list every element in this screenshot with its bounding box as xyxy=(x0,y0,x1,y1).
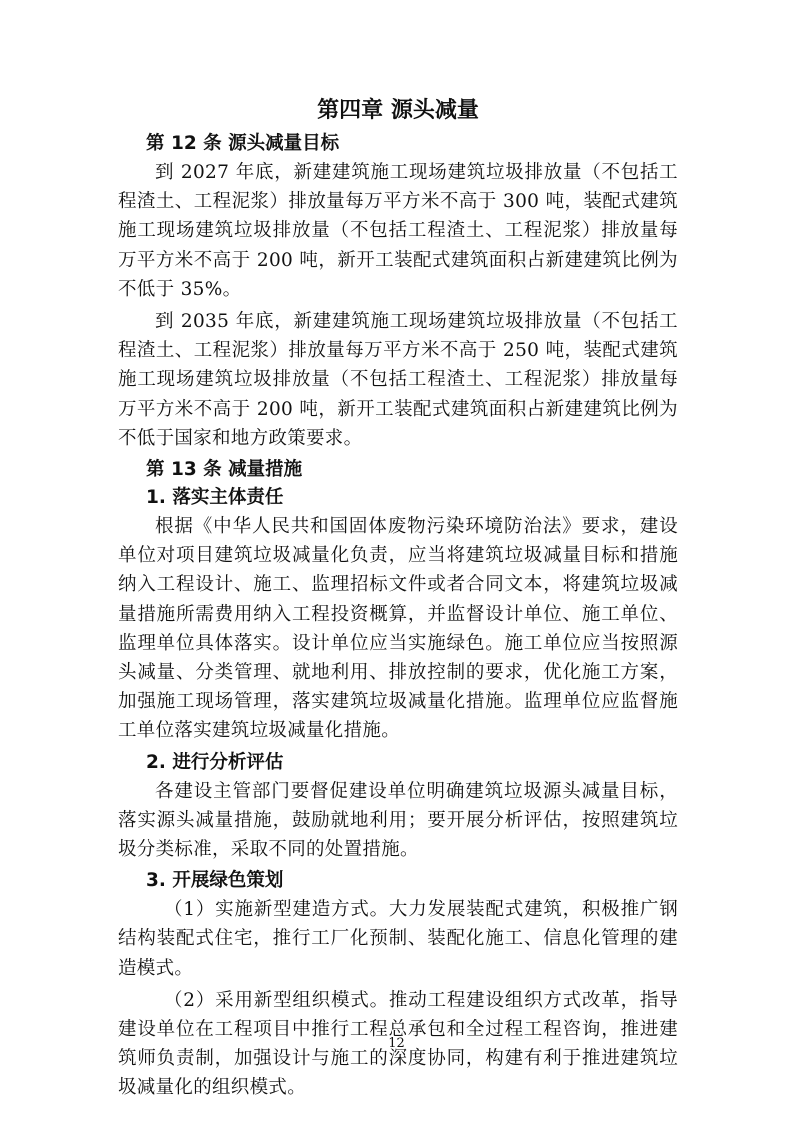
subsection-3-item-2: （2）采用新型组织模式。推动工程建设组织方式改革，指导建设单位在工程项目中推行工程总承包和全过程工程咨询，推进建筑师负责制，加强设计与施工的深度协同，构建有利于推进建筑垃圾减量化的组织模式。 xyxy=(118,989,678,1099)
subsection-1-heading: 1. 落实主体责任 xyxy=(146,487,284,509)
article-13-heading: 第 13 条 减量措施 xyxy=(146,459,303,481)
subsection-3-item-1: （1）实施新型建造方式。大力发展装配式建筑，积极推广钢结构装配式住宅，推行工厂化预制、装配化施工、信息化管理的建造模式。 xyxy=(118,899,678,979)
article-12-paragraph-2027: 到 2027 年底，新建建筑施工现场建筑垃圾排放量（不包括工程渣土、工程泥浆）排放量每万平方米不高于 300 吨，装配式建筑施工现场建筑垃圾排放量（不包括工程渣土、工程泥浆）排放量每万平方米不高于 200 吨，新开工装配式建筑面积占新建建筑比例为不低于 35%。 xyxy=(118,162,678,300)
subsection-3-heading: 3. 开展绿色策划 xyxy=(146,870,284,892)
subsection-1-paragraph: 根据《中华人民共和国固体废物污染环境防治法》要求，建设单位对项目建筑垃圾减量化负责，应当将建筑垃圾减量目标和措施纳入工程设计、施工、监理招标文件或者合同文本，将建筑垃圾减量措施所需费用纳入工程投资概算，并监督设计单位、施工单位、监理单位具体落实。设计单位应当实施绿色。施工单位应当按照源头减量、分类管理、就地利用、排放控制的要求，优化施工方案，加强施工现场管理，落实建筑垃圾减量化措施。监理单位应监督施工单位落实建筑垃圾减量化措施。 xyxy=(118,516,678,742)
chapter-title: 第四章 源头减量 xyxy=(317,97,479,123)
article-12-paragraph-2035: 到 2035 年底，新建建筑施工现场建筑垃圾排放量（不包括工程渣土、工程泥浆）排放量每万平方米不高于 250 吨，装配式建筑施工现场建筑垃圾排放量（不包括工程渣土、工程泥浆）排放量每万平方米不高于 200 吨，新开工装配式建筑面积占新建建筑比例为不低于国家和地方政策要求。 xyxy=(118,311,678,449)
article-12-heading: 第 12 条 源头减量目标 xyxy=(146,133,340,154)
page-number: 12 xyxy=(388,1036,405,1051)
page-content xyxy=(118,92,678,1106)
subsection-2-paragraph: 各建设主管部门要督促建设单位明确建筑垃圾源头减量目标，落实源头减量措施，鼓励就地利用；要开展分析评估，按照建筑垃圾分类标准，采取不同的处置措施。 xyxy=(118,780,678,861)
subsection-2-heading: 2. 进行分析评估 xyxy=(146,751,284,773)
